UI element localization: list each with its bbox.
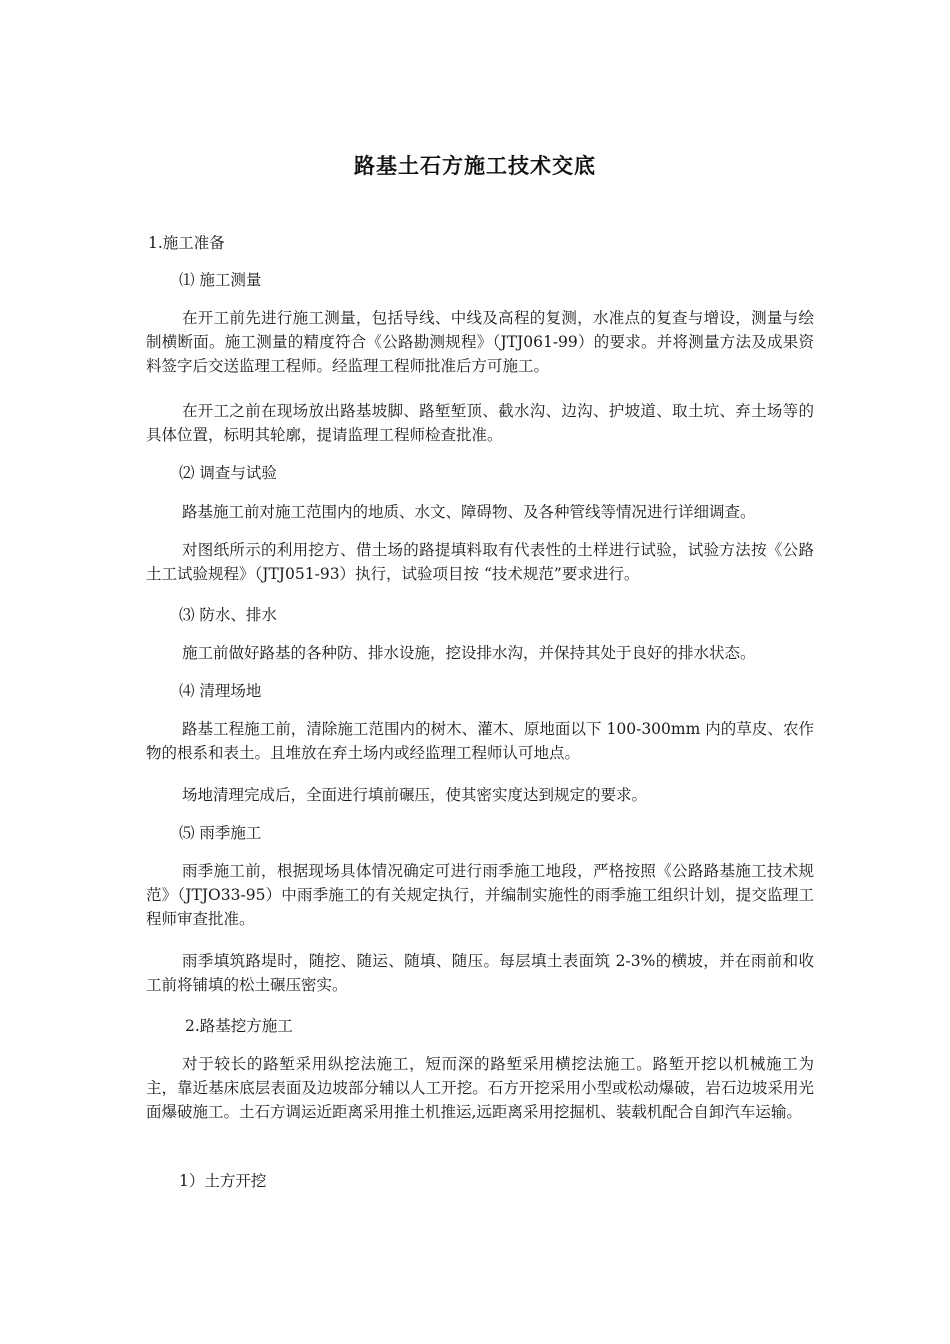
subsection-heading-drainage: ⑶ 防水、排水	[179, 606, 277, 624]
subsection-heading-rainy-season: ⑸ 雨季施工	[179, 824, 262, 842]
subsection-heading-clearing: ⑷ 清理场地	[179, 682, 262, 700]
document-title: 路基土石方施工技术交底	[354, 154, 596, 178]
section-heading-2: 2.路基挖方施工	[185, 1017, 293, 1035]
section-heading-1: 1.施工准备	[148, 234, 225, 252]
paragraph-survey-2: 在开工之前在现场放出路基坡脚、路堑堑顶、截水沟、边沟、护坡道、取土坑、弃土场等的具体位置，标明其轮廓，提请监理工程师检查批准。	[146, 402, 814, 444]
subsection-heading-survey: ⑴ 施工测量	[179, 271, 262, 289]
paragraph-investigation-2: 对图纸所示的利用挖方、借土场的路提填料取有代表性的土样进行试验，试验方法按《公路土工试验规程》（JTJ051-93）执行，试验项目按 “技术规范”要求进行。	[146, 541, 814, 583]
paragraph-drainage: 施工前做好路基的各种防、排水设施，挖设排水沟，并保持其处于良好的排水状态。	[182, 644, 756, 662]
paragraph-rainy-season-2: 雨季填筑路堤时，随挖、随运、随填、随压。每层填土表面筑 2-3%的横坡，并在雨前和收工前将铺填的松土碾压密实。	[146, 952, 814, 994]
subsection-heading-earth-excavation: 1）土方开挖	[179, 1172, 267, 1190]
subsection-heading-investigation: ⑵ 调查与试验	[179, 464, 277, 482]
paragraph-excavation: 对于较长的路堑采用纵挖法施工，短而深的路堑采用横挖法施工。路堑开挖以机械施工为主，靠近基床底层表面及边坡部分辅以人工开挖。石方开挖采用小型或松动爆破，岩石边坡采用光面爆破施工。土石方调运近距离采用推土机推运,远距离采用挖掘机、装载机配合自卸汽车运输。	[146, 1055, 814, 1121]
paragraph-survey-1: 在开工前先进行施工测量，包括导线、中线及高程的复测，水准点的复查与增设，测量与绘制横断面。施工测量的精度符合《公路勘测规程》（JTJ061-99）的要求。并将测量方法及成果资料签字后交送监理工程师。经监理工程师批准后方可施工。	[146, 309, 814, 375]
paragraph-investigation-1: 路基施工前对施工范围内的地质、水文、障碍物、及各种管线等情况进行详细调查。	[182, 503, 756, 521]
paragraph-rainy-season-1: 雨季施工前，根据现场具体情况确定可进行雨季施工地段，严格按照《公路路基施工技术规范》（JTJO33-95）中雨季施工的有关规定执行，并编制实施性的雨季施工组织计划，提交监理工程师审查批准。	[146, 862, 814, 928]
paragraph-clearing-1: 路基工程施工前，清除施工范围内的树木、灌木、原地面以下 100-300mm 内的草皮、农作物的根系和表土。且堆放在弃土场内或经监理工程师认可地点。	[146, 720, 814, 762]
paragraph-clearing-2: 场地清理完成后，全面进行填前碾压，使其密实度达到规定的要求。	[182, 786, 648, 804]
